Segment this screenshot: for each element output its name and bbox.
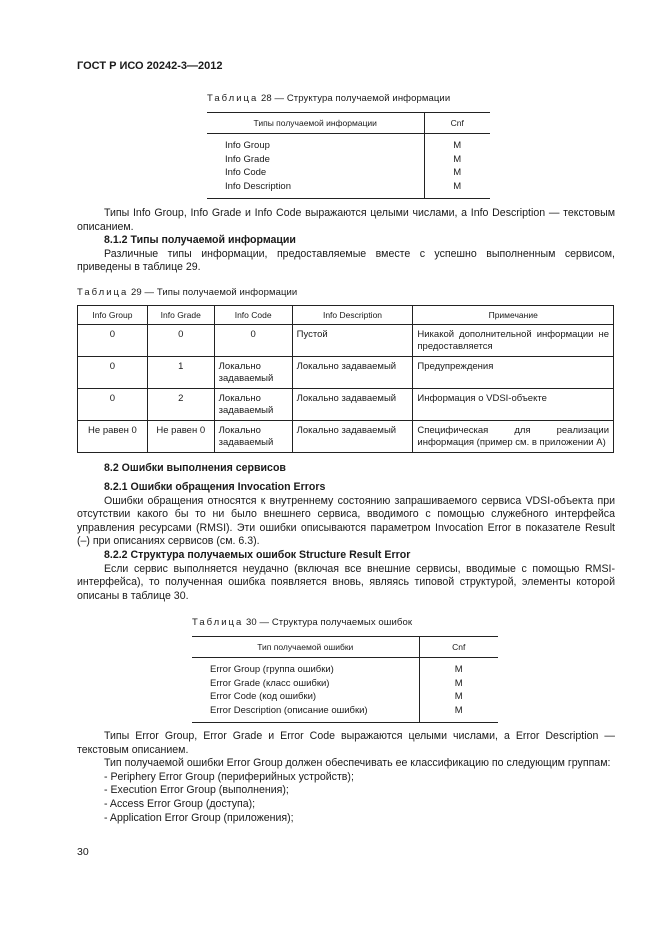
table-28-row-cnf: M xyxy=(453,153,462,165)
text-block-1 xyxy=(77,207,615,275)
paragraph: Типы Error Group, Error Grade и Error Code выражаются целыми числами, а Error Description — текстовым описанием. xyxy=(77,730,615,756)
table-28-row-cnf: M xyxy=(453,167,462,178)
text-block-4 xyxy=(77,730,615,825)
table-cell: 0 xyxy=(78,325,148,357)
table-29 xyxy=(77,305,614,453)
text-block-2 xyxy=(77,462,615,476)
page-number: 30 xyxy=(77,846,89,858)
table-30-row-name: Error Group (группа ошибки) xyxy=(210,664,334,675)
table-30-row-cnf: M xyxy=(454,691,463,702)
table-30-row-cnf: M xyxy=(454,664,463,675)
paragraph: Тип получаемой ошибки Error Group должен обеспечивать ее классификацию по следующим группам: xyxy=(104,757,611,770)
table-30-caption xyxy=(192,617,412,628)
table-28-caption-prefix: Таблица xyxy=(207,93,259,104)
table-cell: Локально задаваемый xyxy=(292,357,413,389)
table-29-header: Info Grade xyxy=(147,306,214,325)
table-30-header-type: Тип получаемой ошибки xyxy=(192,637,419,658)
table-28-row-name: Info Grade xyxy=(225,153,270,165)
table-28-row-cnf: M xyxy=(453,140,462,151)
paragraph: Если сервис выполняется неудачно (включая все внешние сервисы, вводимые с помощью RMSI-интерфейса), то полученная ошибка появляется вновь, являясь типовой структурой, элементы которой описаны в таблице 30. xyxy=(77,562,615,602)
table-28-caption xyxy=(207,93,450,104)
paragraph: Различные типы информации, предоставляемые вместе с успешно выполненным сервисом, приведены в таблице 29. xyxy=(77,247,615,274)
table-30-row-name: Error Grade (класс ошибки) xyxy=(210,677,330,689)
section-heading-8-2: 8.2 Ошибки выполнения сервисов xyxy=(104,462,286,474)
table-29-header: Примечание xyxy=(413,306,614,325)
table-30-header-cnf: Cnf xyxy=(419,637,498,658)
list-item: - Application Error Group (приложения); xyxy=(104,811,294,824)
table-28-cnfs xyxy=(424,134,490,199)
table-29-header: Info Group xyxy=(78,306,148,325)
table-cell: 2 xyxy=(147,389,214,421)
section-heading-8-1-2: 8.1.2 Типы получаемой информации xyxy=(104,234,296,247)
paragraph: Ошибки обращения относятся к внутреннему состоянию запрашиваемого сервиса VDSI-объекта при отсутствии какого бы то ни было внешнего сервиса, вводимого с помощью служебного интерфейса управления ресурсами (RMSI). Эти ошибки описываются параметром Invocation Error в показателе Result (–) при описаниях сервисов (см. 6.3). xyxy=(77,494,615,548)
table-cell: Никакой дополнительной информации не предоставляется xyxy=(413,325,614,357)
table-cell: Информация о VDSI-объекте xyxy=(413,389,614,421)
table-28-row-cnf: M xyxy=(453,180,462,192)
table-28-row-name: Info Group xyxy=(225,140,270,151)
table-29-caption-text: 29 — Типы получаемой информации xyxy=(128,287,298,298)
table-30-caption-prefix: Таблица xyxy=(192,617,244,628)
table-30 xyxy=(192,636,498,723)
table-cell: Пустой xyxy=(292,325,413,357)
table-cell: 0 xyxy=(78,389,148,421)
table-29-header: Info Description xyxy=(292,306,413,325)
table-29-caption-prefix: Таблица xyxy=(77,287,129,298)
list-item: - Access Error Group (доступа); xyxy=(104,797,256,810)
table-cell: 0 xyxy=(147,325,214,357)
table-30-cnfs xyxy=(419,658,498,723)
table-row xyxy=(78,325,614,357)
table-28-row-name: Info Code xyxy=(225,167,267,178)
table-cell: Локально задаваемый xyxy=(214,357,292,389)
table-30-names xyxy=(192,658,419,723)
table-row xyxy=(78,389,614,421)
section-heading-8-2-1: 8.2.1 Ошибки обращения Invocation Errors xyxy=(104,481,326,493)
table-30-row-cnf: M xyxy=(454,677,463,689)
table-28-header-type: Типы получаемой информации xyxy=(207,113,424,134)
table-cell: Не равен 0 xyxy=(78,421,148,453)
table-cell: Локально задаваемый xyxy=(292,421,413,453)
table-28-header-cnf: Cnf xyxy=(424,113,490,134)
table-cell: Локально задаваемый xyxy=(214,421,292,453)
table-row xyxy=(78,421,614,453)
table-28-row-name: Info Description xyxy=(225,180,292,192)
section-heading-8-2-2: 8.2.2 Структура получаемых ошибок Structure Result Error xyxy=(104,548,411,561)
table-28-names xyxy=(207,134,424,199)
table-cell: Не равен 0 xyxy=(147,421,214,453)
table-29-caption xyxy=(77,287,297,298)
table-row xyxy=(78,357,614,389)
table-cell: Локально задаваемый xyxy=(292,389,413,421)
table-30-row-name: Error Description (описание ошибки) xyxy=(210,704,368,716)
document-header: ГОСТ Р ИСО 20242-3—2012 xyxy=(77,60,223,72)
table-cell: 1 xyxy=(147,357,214,389)
list-item: - Execution Error Group (выполнения); xyxy=(104,784,289,797)
table-30-caption-text: 30 — Структура получаемых ошибок xyxy=(243,617,413,628)
table-cell: Локально задаваемый xyxy=(214,389,292,421)
table-30-row-cnf: M xyxy=(454,704,463,716)
list-item: - Periphery Error Group (периферийных устройств); xyxy=(104,770,354,783)
table-cell: 0 xyxy=(214,325,292,357)
table-cell: Предупреждения xyxy=(413,357,614,389)
paragraph: Типы Info Group, Info Grade и Info Code выражаются целыми числами, а Info Description — текстовым описанием. xyxy=(77,207,615,233)
table-29-header: Info Code xyxy=(214,306,292,325)
table-cell: 0 xyxy=(78,357,148,389)
table-28-caption-text: 28 — Структура получаемой информации xyxy=(258,93,451,104)
table-cell: Специфическая для реализации информация (пример см. в приложении А) xyxy=(413,421,614,453)
table-28 xyxy=(207,112,490,199)
table-30-row-name: Error Code (код ошибки) xyxy=(210,691,317,702)
text-block-3 xyxy=(77,481,615,603)
